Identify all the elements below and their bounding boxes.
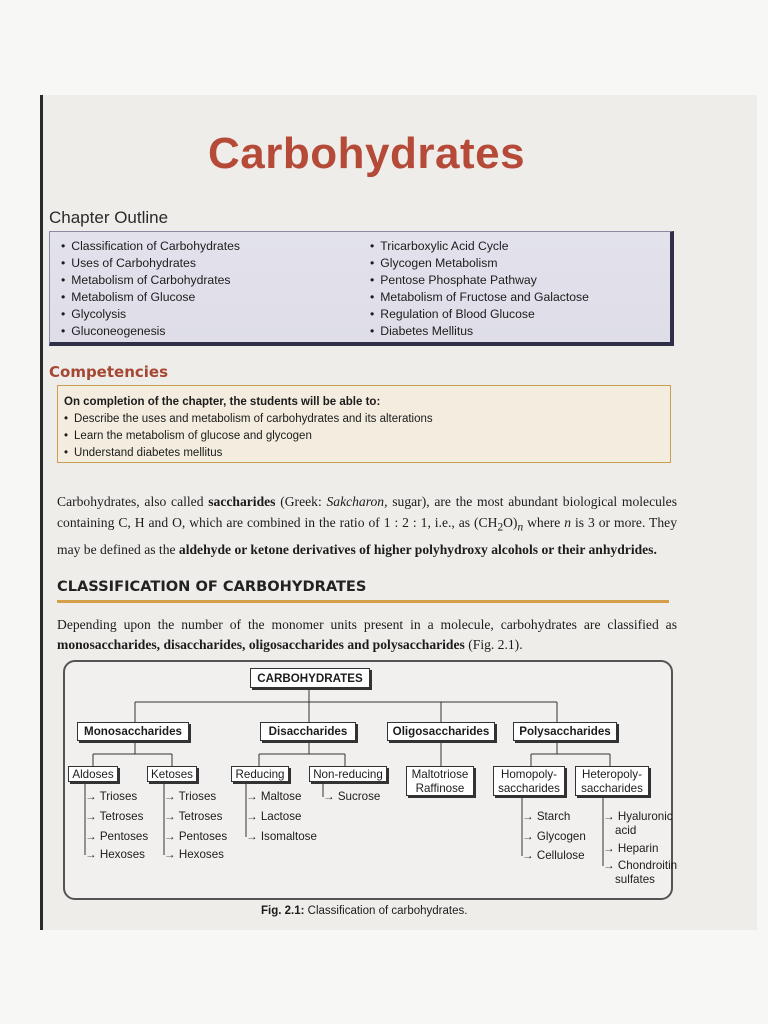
outline-item: • Metabolism of Fructose and Galactose bbox=[370, 289, 589, 306]
outline-item: • Metabolism of Carbohydrates bbox=[61, 272, 240, 289]
intro-italic: Sakcharon, bbox=[326, 494, 388, 509]
reducing-node: Reducing bbox=[231, 766, 289, 782]
section-bold: monosaccharides, disaccharides, oligosaccharides and polysaccharides bbox=[57, 637, 465, 652]
outline-item: • Diabetes Mellitus bbox=[370, 323, 589, 340]
section-paragraph bbox=[57, 615, 677, 655]
outline-item: • Glycolysis bbox=[61, 306, 240, 323]
outline-item: • Uses of Carbohydrates bbox=[61, 255, 240, 272]
intro-italic: n bbox=[564, 515, 572, 530]
section-heading: CLASSIFICATION OF CARBOHYDRATES bbox=[57, 578, 367, 595]
oligo-example: Maltotriose bbox=[411, 768, 469, 781]
ketoses-node: Ketoses bbox=[147, 766, 197, 782]
outline-right-column bbox=[370, 238, 589, 340]
aldoses-leaf: → Hexoses bbox=[85, 848, 145, 861]
ketoses-leaf: → Trioses bbox=[164, 790, 217, 803]
aldoses-leaf: → Pentoses bbox=[85, 830, 149, 843]
intro-text: where bbox=[523, 515, 565, 530]
intro-bold: saccharides bbox=[208, 494, 276, 509]
chapter-title: Carbohydrates bbox=[208, 129, 526, 178]
hetero-leaf: → Chondroitin bbox=[603, 859, 678, 872]
ketoses-leaf: → Pentoses bbox=[164, 830, 228, 843]
competencies-lead: On completion of the chapter, the students will be able to: bbox=[64, 396, 381, 408]
root-node: CARBOHYDRATES bbox=[250, 668, 370, 688]
chapter-outline-box bbox=[49, 231, 674, 346]
figure-caption bbox=[261, 905, 467, 917]
intro-subscript: 2 bbox=[497, 521, 504, 534]
homo-leaf: → Glycogen bbox=[522, 830, 586, 843]
hetero-leaf: acid bbox=[615, 824, 637, 837]
competency-item: • Learn the metabolism of glucose and glycogen bbox=[64, 428, 433, 445]
competency-item: • Understand diabetes mellitus bbox=[64, 445, 433, 462]
oligo-examples-node bbox=[406, 766, 474, 796]
chapter-outline-heading: Chapter Outline bbox=[49, 208, 169, 227]
intro-bold: aldehyde or ketone derivatives of higher polyhydroxy alcohols or their anhydrides. bbox=[178, 541, 657, 557]
outline-item: • Classification of Carbohydrates bbox=[61, 238, 240, 255]
disaccharides-node: Disaccharides bbox=[260, 722, 356, 741]
ketoses-leaf: → Hexoses bbox=[164, 848, 224, 861]
intro-paragraph bbox=[57, 491, 677, 560]
caption-label: Fig. 2.1: bbox=[261, 905, 305, 917]
intro-text: Carbohydrates, also called bbox=[57, 494, 209, 509]
hetero-label: saccharides bbox=[581, 782, 643, 795]
non-reducing-node: Non-reducing bbox=[309, 766, 387, 782]
intro-text: is 3 or more. They may be defined as the bbox=[57, 515, 677, 557]
outline-item: • Metabolism of Glucose bbox=[61, 289, 240, 306]
caption-text: Classification of carbohydrates. bbox=[304, 905, 468, 917]
homo-leaf: → Cellulose bbox=[522, 849, 585, 862]
competencies-heading: Competencies bbox=[49, 363, 169, 381]
competency-item: • Describe the uses and metabolism of carbohydrates and its alterations bbox=[64, 411, 433, 428]
homopolysaccharides-node bbox=[493, 766, 565, 796]
reducing-leaf: → Maltose bbox=[246, 790, 302, 803]
homo-label: Homopoly- bbox=[500, 768, 558, 781]
hetero-leaf: → Heparin bbox=[603, 842, 659, 855]
aldoses-leaf: → Tetroses bbox=[85, 810, 144, 823]
polysaccharides-node: Polysaccharides bbox=[513, 722, 617, 741]
non-reducing-leaf: → Sucrose bbox=[323, 790, 381, 803]
aldoses-node: Aldoses bbox=[68, 766, 118, 782]
homo-label: saccharides bbox=[498, 782, 560, 795]
competencies-list bbox=[64, 411, 433, 462]
aldoses-leaf: → Trioses bbox=[85, 790, 138, 803]
section-text: Depending upon the number of the monomer units present in a molecule, carbohydrates are classified as bbox=[57, 617, 677, 632]
outline-item: • Tricarboxylic Acid Cycle bbox=[370, 238, 589, 255]
hetero-leaf: sulfates bbox=[615, 873, 655, 886]
heteropolysaccharides-node bbox=[575, 766, 649, 796]
ketoses-leaf: → Tetroses bbox=[164, 810, 223, 823]
outline-item: • Regulation of Blood Glucose bbox=[370, 306, 589, 323]
competencies-box bbox=[57, 385, 671, 463]
hetero-label: Heteropoly- bbox=[582, 768, 642, 781]
section-underline bbox=[57, 600, 669, 603]
reducing-leaf: → Isomaltose bbox=[246, 830, 317, 843]
intro-subscript: n bbox=[517, 521, 524, 534]
intro-text: sugar), are the most abundant biological molecules containing C, H and O, which are combined in the ratio of 1 : 2 : 1, i.e., as (CH bbox=[57, 494, 678, 530]
intro-text: O) bbox=[503, 515, 518, 530]
outline-item: • Gluconeogenesis bbox=[61, 323, 240, 340]
section-text: (Fig. 2.1). bbox=[464, 637, 523, 652]
monosaccharides-node: Monosaccharides bbox=[77, 722, 189, 741]
hetero-leaf: → Hyaluronic bbox=[603, 810, 673, 823]
oligo-example: Raffinose bbox=[415, 782, 465, 795]
outline-item: • Glycogen Metabolism bbox=[370, 255, 589, 272]
outline-left-column bbox=[61, 238, 240, 340]
homo-leaf: → Starch bbox=[522, 810, 571, 823]
oligosaccharides-node: Oligosaccharides bbox=[387, 722, 495, 741]
outline-item: • Pentose Phosphate Pathway bbox=[370, 272, 589, 289]
classification-diagram bbox=[63, 660, 678, 900]
reducing-leaf: → Lactose bbox=[246, 810, 302, 823]
intro-text: (Greek: bbox=[275, 494, 327, 509]
textbook-page bbox=[40, 95, 757, 930]
